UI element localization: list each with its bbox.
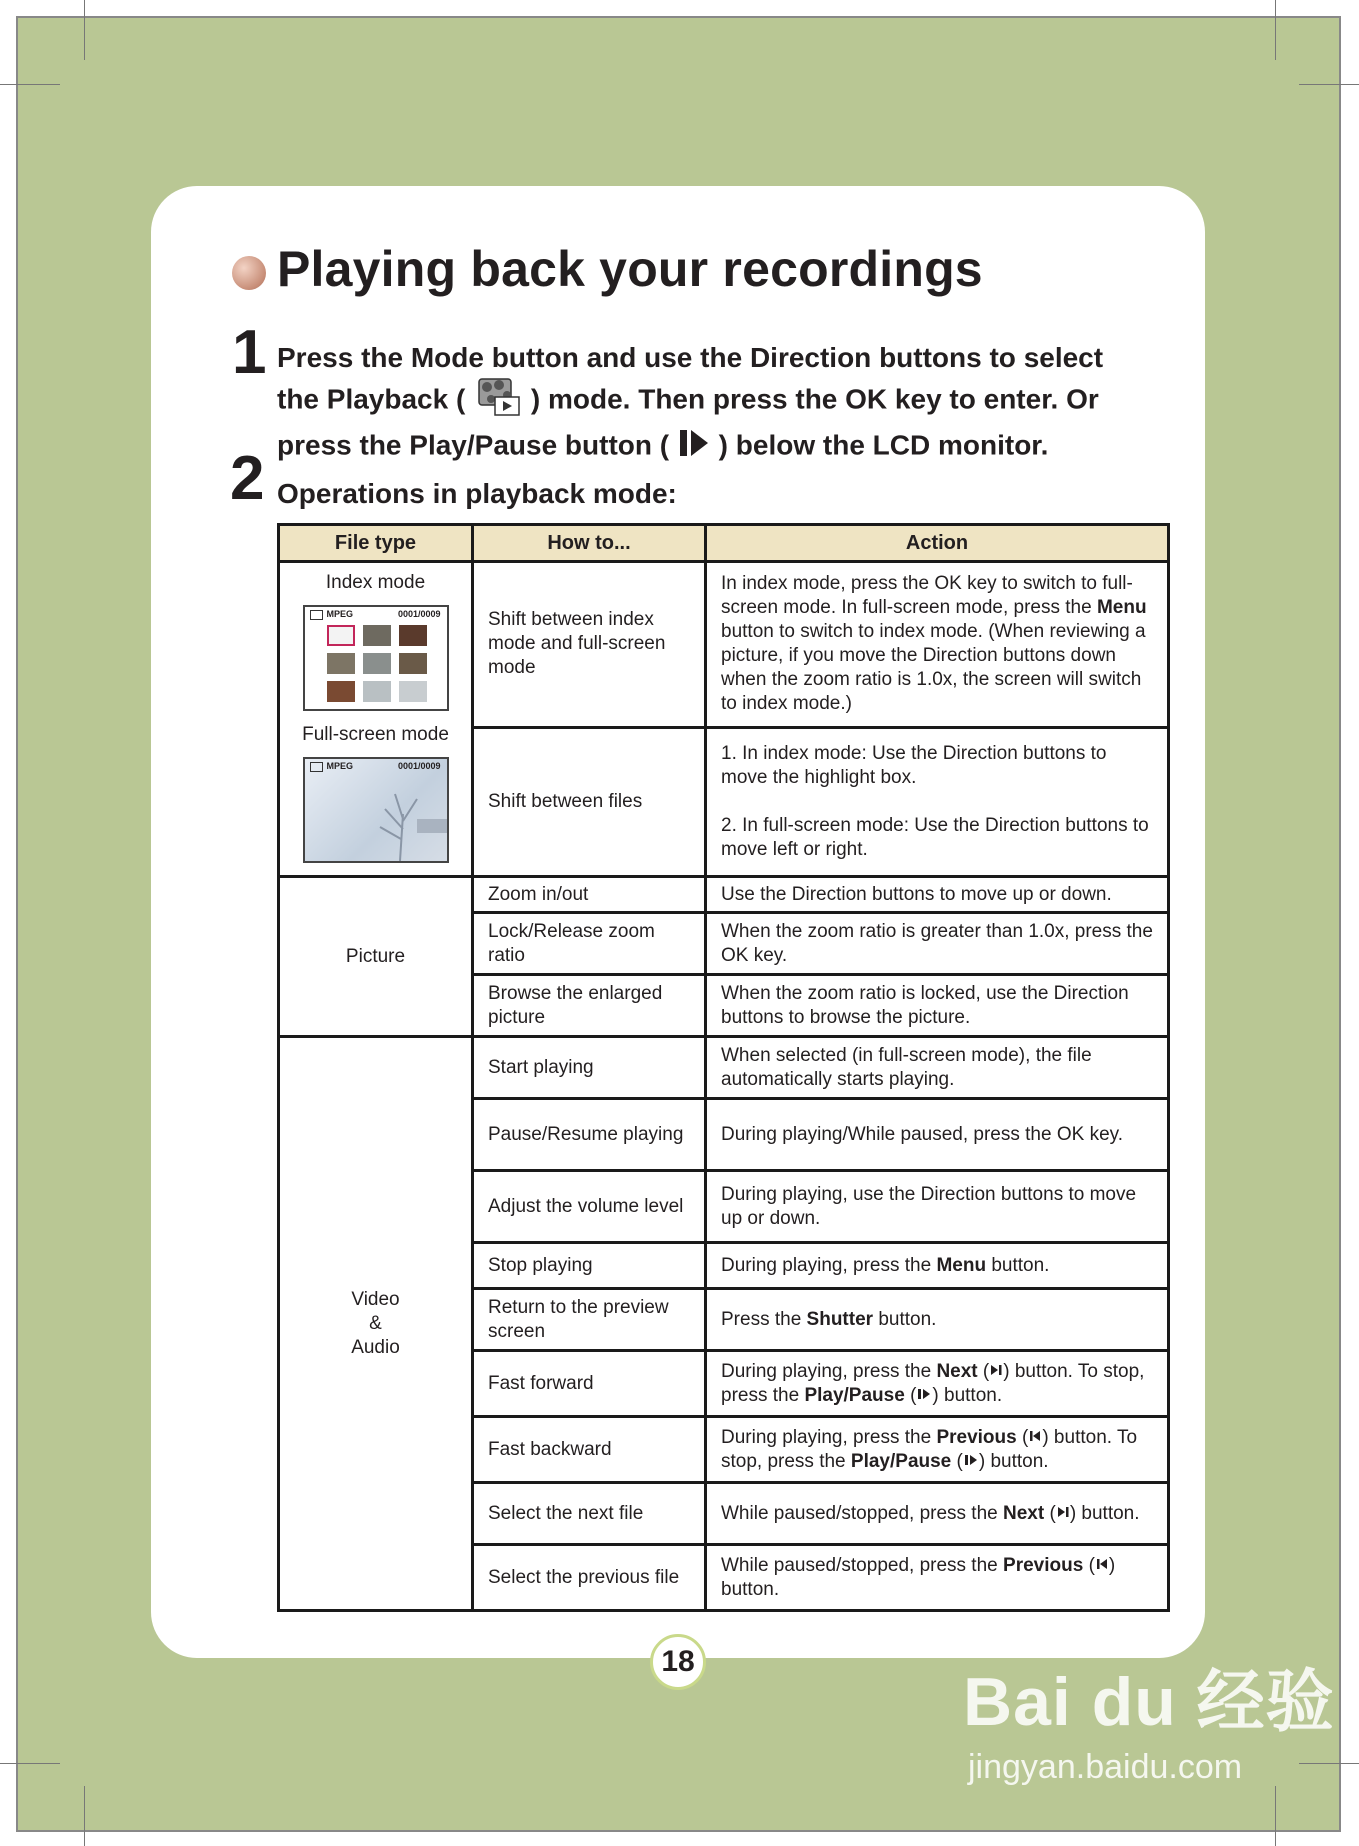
action-text: 1. In index mode: Use the Direction buttons to move the highlight box.	[721, 742, 1107, 788]
how-to-cell: Browse the enlarged picture	[473, 975, 706, 1037]
crop-mark	[0, 1763, 60, 1764]
full-screen-mode-label: Full-screen mode	[302, 724, 449, 745]
foggy-tree-image	[305, 759, 447, 861]
thumbnail	[363, 653, 391, 674]
previous-button-label: Previous	[936, 1426, 1017, 1448]
action-text: While paused/stopped, press the	[721, 1554, 998, 1576]
next-icon	[1056, 1505, 1070, 1519]
step-1-line-1: Press the Mode button and use the Direction buttons to select	[277, 342, 1104, 373]
play-pause-icon	[677, 427, 711, 467]
header-how-to: How to...	[473, 525, 706, 562]
table-row	[279, 877, 1169, 913]
table-row	[279, 562, 1169, 728]
action-text: (	[956, 1450, 963, 1472]
action-cell	[706, 1351, 1169, 1417]
file-type-cell	[279, 562, 473, 877]
screen-format: MPEG	[326, 609, 354, 619]
action-cell: Use the Direction buttons to move up or down.	[706, 877, 1169, 913]
page-number: 18	[650, 1634, 706, 1690]
action-cell	[706, 1289, 1169, 1351]
action-text: (	[982, 1360, 990, 1382]
how-to-cell: Fast forward	[473, 1351, 706, 1417]
action-cell: When selected (in full-screen mode), the file automatically starts playing.	[706, 1037, 1169, 1099]
next-button-label: Next	[1003, 1502, 1045, 1524]
shutter-button-label: Shutter	[806, 1308, 874, 1330]
action-text: Press the	[721, 1308, 802, 1330]
how-to-cell: Stop playing	[473, 1243, 706, 1289]
action-text: During playing, press the	[721, 1254, 932, 1276]
crop-mark	[1299, 84, 1359, 85]
how-to-cell: Lock/Release zoom ratio	[473, 913, 706, 975]
thumbnail	[363, 625, 391, 646]
video-label: Video	[351, 1288, 400, 1310]
play-pause-icon	[963, 1453, 979, 1467]
watermark-url: jingyan.baidu.com	[968, 1748, 1243, 1786]
action-text: button.	[878, 1308, 937, 1330]
thumbnail-grid	[327, 625, 427, 703]
table-header-row	[279, 525, 1169, 562]
action-cell: During playing, use the Direction buttons to move up or down.	[706, 1171, 1169, 1243]
how-to-cell: Shift between files	[473, 727, 706, 876]
step-1-text	[277, 340, 1157, 467]
action-text: (	[910, 1384, 917, 1406]
action-text: While paused/stopped, press the	[721, 1502, 998, 1524]
action-text: ) button.	[932, 1384, 1003, 1406]
screen-format: MPEG	[326, 761, 354, 771]
thumbnail	[363, 681, 391, 702]
step-1-line-3-b: ) below the LCD monitor.	[718, 429, 1049, 461]
action-cell	[706, 562, 1169, 728]
action-cell: When the zoom ratio is greater than 1.0x, press the OK key.	[706, 913, 1169, 975]
how-to-cell: Start playing	[473, 1037, 706, 1099]
action-cell	[706, 1545, 1169, 1611]
thumbnail	[399, 681, 427, 702]
screen-status-bar	[305, 607, 447, 621]
header-action: Action	[706, 525, 1169, 562]
how-to-cell: Select the next file	[473, 1483, 706, 1545]
action-text: button to switch to index mode. (When reviewing a picture, if you move the Direction buttons down when the zoom ratio is 1.0x, the screen will switch to index mode.)	[721, 621, 1146, 715]
full-screen-mode-screen	[303, 757, 449, 863]
play-pause-icon	[916, 1387, 932, 1401]
how-to-cell: Pause/Resume playing	[473, 1099, 706, 1171]
previous-icon	[1028, 1429, 1042, 1443]
action-text: In index mode, press the OK key to switch to full-screen mode. In full-screen mode, press the	[721, 573, 1133, 619]
crop-mark	[1299, 1763, 1359, 1764]
thumbnail	[399, 653, 427, 674]
action-text: ) button. To stop, press the	[721, 1360, 1145, 1406]
step-1-line-3-a: press the Play/Pause button (	[277, 429, 670, 461]
screen-counter: 0001/0009	[397, 761, 441, 771]
action-text: ) button.	[1069, 1502, 1140, 1524]
index-mode-label: Index mode	[325, 572, 426, 593]
action-cell	[706, 727, 1169, 876]
watermark-brand: Bai du 经验	[963, 1664, 1335, 1740]
how-to-cell: Return to the preview screen	[473, 1289, 706, 1351]
action-text: During playing, press the	[721, 1426, 932, 1448]
next-icon	[989, 1363, 1003, 1377]
step-1-line-2	[277, 375, 1157, 427]
action-text: ) button. To stop, press the	[721, 1426, 1138, 1472]
action-text: (	[1088, 1554, 1095, 1576]
thumbnail	[327, 653, 355, 674]
step-2-number: 2	[230, 444, 265, 513]
playback-icon	[310, 610, 323, 620]
how-to-cell: Zoom in/out	[473, 877, 706, 913]
thumbnail	[399, 625, 427, 646]
previous-icon	[1095, 1557, 1109, 1571]
operations-table	[277, 523, 1170, 1612]
next-button-label: Next	[936, 1360, 978, 1382]
how-to-cell: Shift between index mode and full-screen mode	[473, 562, 706, 728]
how-to-cell: Select the previous file	[473, 1545, 706, 1611]
header-file-type: File type	[279, 525, 473, 562]
action-text: ) button.	[978, 1450, 1049, 1472]
ampersand-label: &	[369, 1312, 382, 1334]
screen-counter: 0001/0009	[397, 609, 441, 619]
menu-button-label: Menu	[1096, 597, 1147, 619]
crop-mark	[84, 0, 85, 60]
bullet-icon	[232, 256, 266, 290]
how-to-cell: Adjust the volume level	[473, 1171, 706, 1243]
step-1-number: 1	[232, 318, 267, 387]
action-text: button.	[991, 1254, 1050, 1276]
how-to-cell: Fast backward	[473, 1417, 706, 1483]
action-text: ) button.	[721, 1554, 1116, 1600]
crop-mark	[1275, 1786, 1276, 1846]
menu-button-label: Menu	[936, 1254, 987, 1276]
step-1-line-2-a: the Playback (	[277, 383, 466, 415]
audio-label: Audio	[351, 1336, 400, 1358]
crop-mark	[1275, 0, 1276, 60]
action-text: (	[1022, 1426, 1029, 1448]
step-1-line-2-b: ) mode. Then press the OK key to enter. Or	[530, 383, 1099, 415]
file-type-picture: Picture	[279, 877, 473, 1037]
previous-button-label: Previous	[1003, 1554, 1084, 1576]
play-pause-button-label: Play/Pause	[804, 1384, 905, 1406]
crop-mark	[84, 1786, 85, 1846]
action-cell	[706, 1417, 1169, 1483]
thumbnail-selected	[327, 625, 355, 646]
play-pause-button-label: Play/Pause	[850, 1450, 952, 1472]
action-cell	[706, 1243, 1169, 1289]
playback-mode-icon	[473, 375, 523, 427]
action-cell: When the zoom ratio is locked, use the Direction buttons to browse the picture.	[706, 975, 1169, 1037]
page-title: Playing back your recordings	[277, 241, 983, 297]
step-2-text: Operations in playback mode:	[277, 478, 677, 509]
thumbnail	[327, 681, 355, 702]
index-mode-screen	[303, 605, 449, 711]
file-type-video-audio	[279, 1037, 473, 1611]
action-text: (	[1049, 1502, 1056, 1524]
action-cell: During playing/While paused, press the OK key.	[706, 1099, 1169, 1171]
crop-mark	[0, 84, 60, 85]
action-text: During playing, press the	[721, 1360, 932, 1382]
action-text: 2. In full-screen mode: Use the Direction buttons to move left or right.	[721, 814, 1149, 860]
step-1-line-3	[277, 427, 1157, 467]
table-row	[279, 1037, 1169, 1099]
action-cell	[706, 1483, 1169, 1545]
